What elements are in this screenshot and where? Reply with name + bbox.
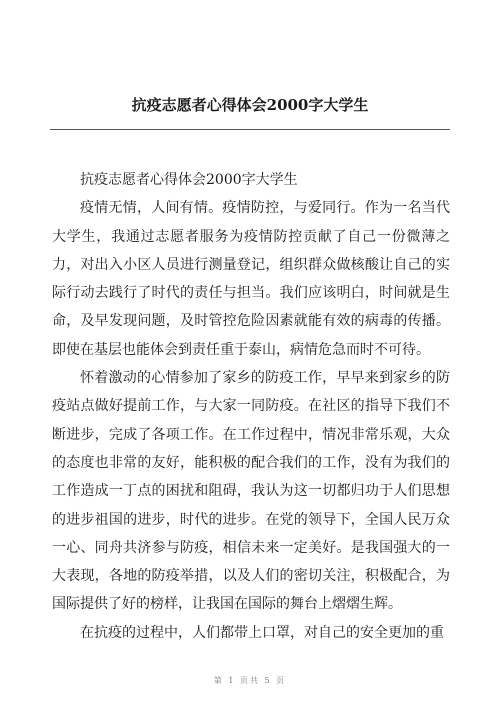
- body-paragraph: 怀着激动的心情参加了家乡的防疫工作，早早来到家乡的防疫站点做好提前工作，与大家一同防疫。在社区的指导下我们不断进步，完成了各项工作。在工作过程中，情况非常乐观，大众的态度也非常的友好，能积极的配合我们的工作，没有为我们的工作造成一丁点的困扰和阻碍，我认为这一切都归功于人们思想的进步祖国的进步，时代的进步。在党的领导下，全国人民万众一心、同舟共济参与防疫，相信未来一定美好。是我国强大的一大表现，各地的防疫举措，以及人们的密切关注，积极配合，为国际提供了好的榜样，让我国在国际的舞台上熠熠生辉。: [52, 370, 450, 613]
- document-title: 抗疫志愿者心得体会2000字大学生: [131, 96, 369, 114]
- page-number: 第 1 页共 5 页: [213, 676, 287, 685]
- body-subtitle: 抗疫志愿者心得体会2000字大学生: [80, 172, 298, 188]
- body-paragraph: 在抗疫的过程中，人们都带上口罩，对自己的安全更加的重: [80, 624, 444, 641]
- document-body: [52, 166, 450, 647]
- body-paragraph: 疫情无情，人间有情。疫情防控，与爱同行。作为一名当代大学生，我通过志愿者服务为疫情防控贡献了自己一份微薄之力，对出入小区人员进行测量登记，组织群众做核酸让自己的实际行动去践行了时代的责任与担当。我们应该明白，时间就是生命，及早发现问题，及时管控危险因素就能有效的病毒的传播。即使在基层也能体会到责任重于泰山，病情危急而时不可待。: [52, 200, 450, 358]
- title-divider: [50, 129, 450, 130]
